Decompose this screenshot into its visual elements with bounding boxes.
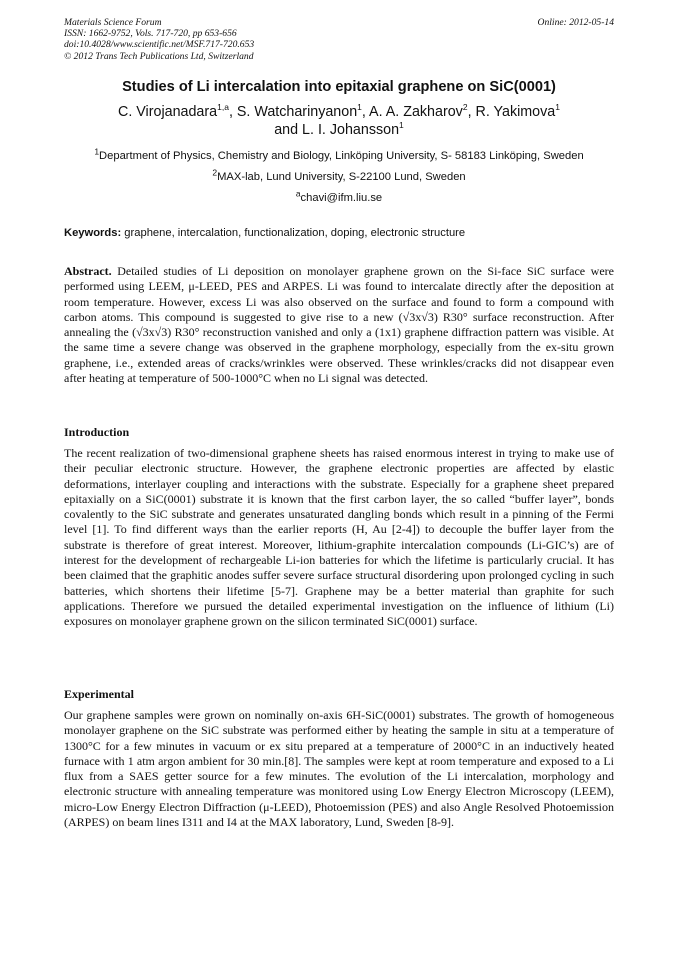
doi-line: doi:10.4028/www.scientific.net/MSF.717-720.653 (64, 39, 255, 51)
keywords (64, 227, 614, 239)
author-affiliation-mark: 1 (357, 102, 362, 113)
author-line-1: C. Virojanadara$^{1,a}$, S. Watcharinyanon$^1$, A. A. Zakharov$^2$, R. Yakimova$^1$ (118, 102, 560, 120)
issn-line: ISSN: 1662-9752, Vols. 717-720, pp 653-656 (64, 28, 237, 40)
author-affiliation-mark: 2 (462, 102, 468, 113)
author-list (64, 103, 614, 139)
author-name: R. Yakimova (475, 104, 556, 120)
author-name: A. A. Zakharov (369, 104, 463, 120)
author-name: C. Virojanadara (118, 104, 218, 120)
abstract-label: Abstract. (64, 264, 112, 278)
introduction-text: The recent realization of two-dimensional graphene sheets has raised enormous interest in trying to make use of their peculiar electronic structure. However, the graphene electronic properties are affected by elastic deformations, interlayer coupling and interactions with the substrate. Especially for a graphene sheet prepared epitaxially on a SiC(0001) substrate it is known that the first carbon layer, the so called “buffer layer”, bonds covalently to the SiC substrate and generates unsaturated dangling bonds which result in a pinning of the Fermi level [1]. To find different ways than the earlier reports (H, Au [2-4]) to decouple the buffer layer from the substrate is therefore of great interest. Moreover, lithium-graphite intercalation compounds (Li-GIC’s) are of interest for the development of rechargeable Li-ion batteries for which the lifetime is particularly crucial. It has been claimed that the graphitic anodes suffer severe surface structural disordering upon prolonged cycling in such batteries, which shortens their lifetime [5-7]. Graphene may be a better material than graphite for such applications. Therefore we pursued the detailed experimental investigation on the influence of lithium (Li) exposures on monolayer graphene grown on the silicon terminated SiC(0001) surface. (64, 446, 614, 629)
keywords-text: graphene, intercalation, functionalization, doping, electronic structure (121, 227, 466, 239)
online-date: Online: 2012-05-14 (537, 17, 614, 28)
paper-title: Studies of Li intercalation into epitaxial graphene on SiC(0001) (122, 79, 556, 95)
author-affiliation-mark: 1 (555, 102, 560, 113)
abstract (64, 264, 614, 386)
affiliation-2: $^2$MAX-lab, Lund University, S-22100 Lund, Sweden (212, 167, 466, 183)
author-name: and L. I. Johansson (274, 122, 400, 138)
author-name: S. Watcharinyanon (236, 104, 358, 120)
experimental-heading: Experimental (64, 687, 134, 701)
experimental-text: Our graphene samples were grown on nominally on-axis 6H-SiC(0001) substrates. The growth of homogeneous monolayer graphene on the SiC substrate was performed either by heating the sample in situ at a temperature of 1300°C for a few minutes in vacuum or ex situ prepared at a temperature of 2000°C in an inductively heated furnace with 1 atm argon ambient for 30 min.[8]. The samples were kept at room temperature and exposed to a Li flux from a SAES getter source for a few minutes. The evolution of the Li intercalation, morphology and electronic structure with annealing temperature was monitored using Low Energy Electron Microscopy (LEEM), micro-Low Energy Electron Diffraction (μ-LEED), Photoemission (PES) and also Angle Resolved Photoemission (ARPES) on beam lines I311 and I4 at the MAX laboratory, Lund, Sweden [8-9]. (64, 708, 614, 830)
abstract-text: Detailed studies of Li deposition on monolayer graphene grown on the Si-face SiC surface were performed using LEEM, μ-LEED, PES and ARPES. Li was found to intercalate directly after the deposition at room temperature. However, excess Li was also observed on the surface and found to form a compound with carbon atoms. This compound is suggested to give rise to a new (√3x√3) R30° surface reconstruction. After annealing the (√3x√3) R30° reconstruction vanished and only a (1x1) graphene diffraction pattern was visible. At the same time a severe change was observed in the graphene morphology, especially from the ex-situ grown graphene, i.e., extended areas of cracks/wrinkles were observed. These wrinkles/cracks did not disappear even after heating at temperature of 500-1000°C when no Li signal was detected. (64, 264, 614, 386)
page-header (64, 17, 614, 62)
author-affiliation-mark: 1 (399, 120, 404, 131)
journal-name: Materials Science Forum (64, 17, 162, 28)
corresponding-email: $^a$chavi@ifm.liu.se (295, 188, 383, 204)
introduction-heading: Introduction (64, 425, 130, 439)
affiliation-1: $^1$Department of Physics, Chemistry and Biology, Linköping University, S- 58183 Linköping, Sweden (94, 146, 584, 162)
copyright-line: © 2012 Trans Tech Publications Ltd, Switzerland (64, 50, 254, 62)
author-affiliation-mark: 1,a (217, 102, 229, 113)
keywords-label: Keywords: (64, 227, 122, 239)
author-line-2 (64, 121, 614, 139)
